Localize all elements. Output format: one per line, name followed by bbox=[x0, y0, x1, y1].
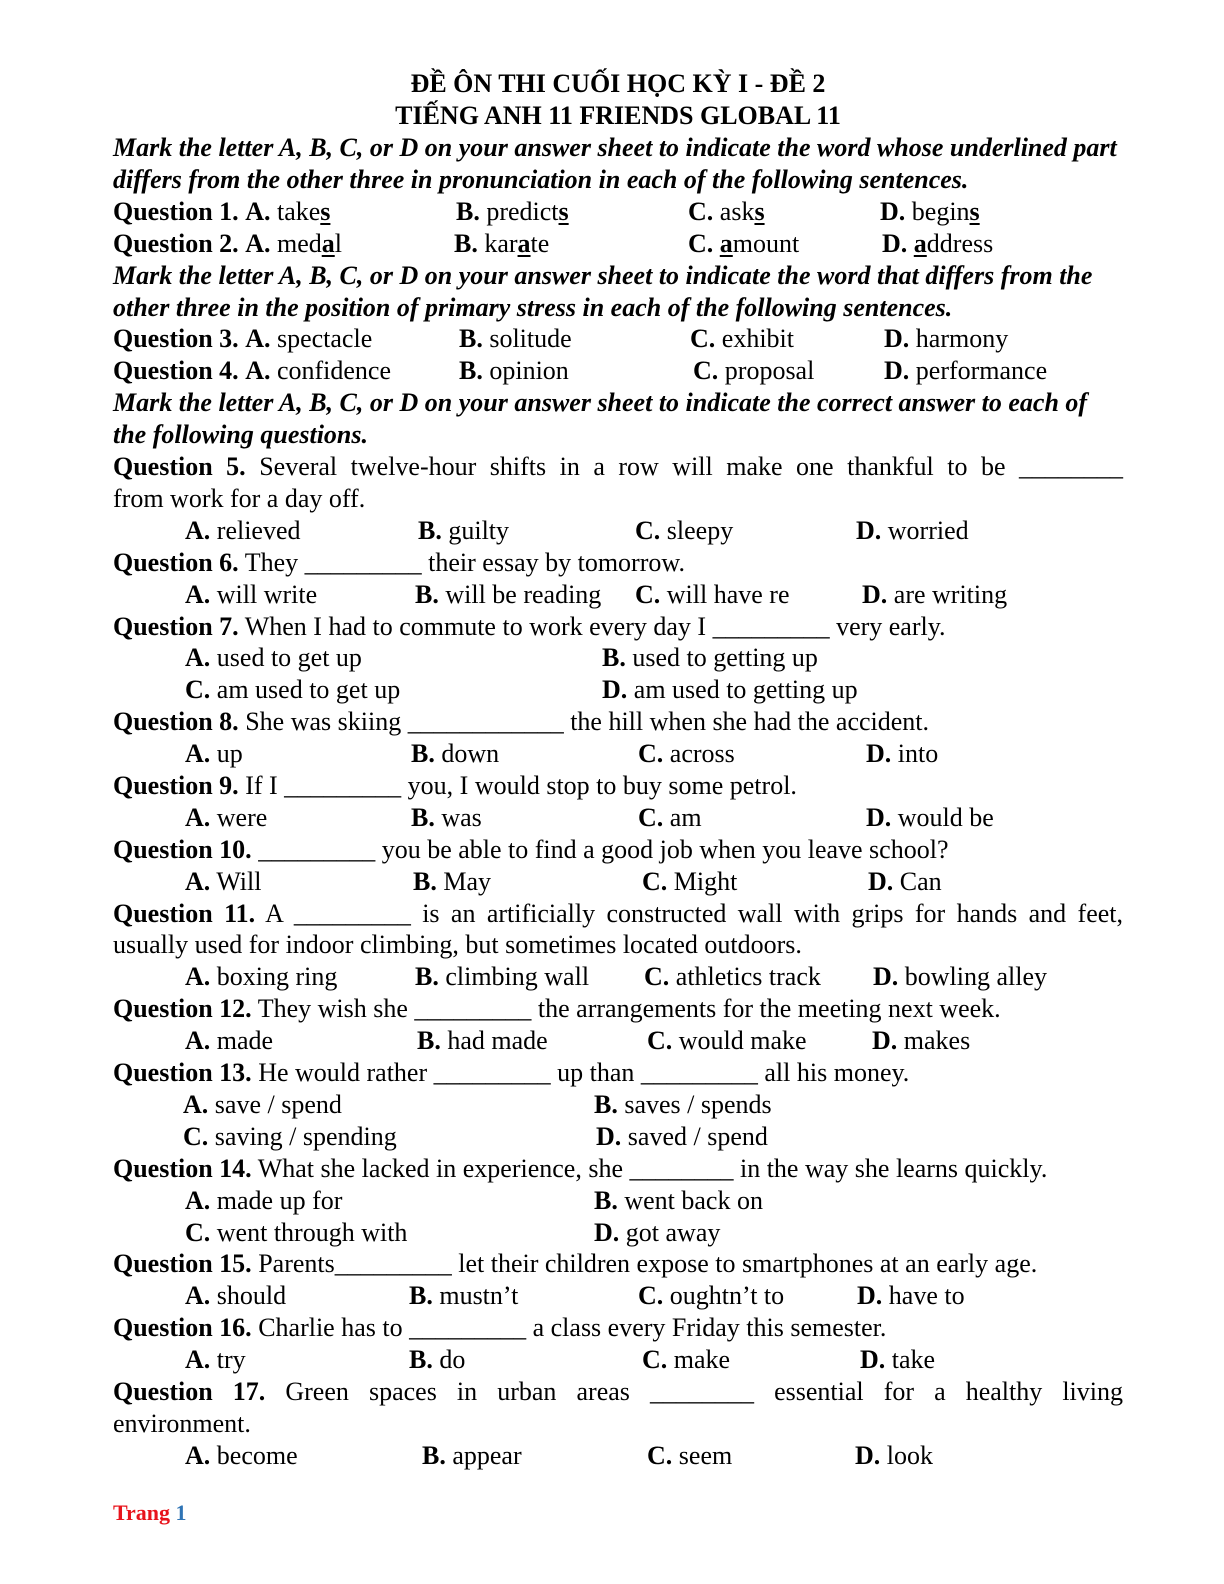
option-a: made up for bbox=[216, 1185, 343, 1215]
option-a: Will bbox=[216, 866, 262, 896]
question-label: Question 2. bbox=[113, 228, 239, 258]
option-b: was bbox=[441, 802, 482, 832]
option-c: am bbox=[669, 802, 702, 832]
page-word: Trang bbox=[113, 1500, 171, 1525]
option-b: predicts bbox=[486, 196, 569, 226]
option-c: athletics track bbox=[675, 962, 821, 992]
option-a: boxing ring bbox=[216, 962, 338, 992]
option-d: would be bbox=[897, 802, 994, 832]
question-label: Question 9. bbox=[113, 770, 239, 800]
option-c: saving / spending bbox=[214, 1121, 397, 1151]
option-d: harmony bbox=[915, 324, 1009, 354]
option-c: Might bbox=[673, 866, 738, 896]
option-c: across bbox=[669, 739, 735, 769]
question-2: Question 2. A. medal B. karate C. amount D. address bbox=[113, 228, 994, 258]
option-a: made bbox=[216, 1026, 274, 1056]
option-c: went through with bbox=[216, 1217, 408, 1247]
options-q17: A. become B. appear C. seem D. look bbox=[185, 1440, 934, 1470]
question-label: Question 6. bbox=[113, 547, 239, 577]
option-d: address bbox=[913, 228, 994, 258]
options-q11: A. boxing ring B. climbing wall C. athletics track D. bowling alley bbox=[185, 962, 1048, 992]
option-d: performance bbox=[915, 356, 1048, 386]
question-10: Question 10. _________ you be able to find a good job when you leave school? bbox=[113, 834, 949, 864]
question-16: Question 16. Charlie has to _________ a class every Friday this semester. bbox=[113, 1313, 887, 1343]
option-b: climbing wall bbox=[445, 962, 590, 992]
question-label: Question 13. bbox=[113, 1058, 252, 1088]
question-4: Question 4. A. confidence B. opinion C. proposal D. performance bbox=[113, 356, 1048, 386]
options-q7-ab: A. used to get up B. used to getting up bbox=[185, 643, 818, 673]
option-b: do bbox=[439, 1345, 466, 1375]
options-q7-cd: C. am used to get up D. am used to getting up bbox=[185, 675, 858, 705]
question-text-cont: environment. bbox=[113, 1408, 251, 1438]
option-b: will be reading bbox=[445, 579, 602, 609]
question-1: Question 1. A. takes B. predicts C. asks D. begins bbox=[113, 196, 980, 226]
question-label: Question 7. bbox=[113, 611, 239, 641]
option-c: make bbox=[673, 1345, 731, 1375]
option-d: take bbox=[891, 1345, 936, 1375]
question-text: Several twelve-hour shifts in a row will make one thankful to be ________ bbox=[259, 452, 1123, 481]
question-7: Question 7. When I had to commute to work every day I _________ very early. bbox=[113, 611, 946, 641]
question-6: Question 6. They _________ their essay by tomorrow. bbox=[113, 547, 685, 577]
option-d: am used to getting up bbox=[633, 675, 858, 705]
option-a: spectacle bbox=[276, 324, 373, 354]
option-d: have to bbox=[888, 1281, 965, 1311]
option-a: were bbox=[216, 802, 268, 832]
question-label: Question 5. bbox=[113, 452, 246, 481]
section-instruction-pronunciation: Mark the letter A, B, C, or D on your answer sheet to indicate the word whose underlined part differs from the other three in pronunciation in each of the following sentences. bbox=[113, 133, 1117, 194]
option-c: am used to get up bbox=[216, 675, 401, 705]
option-a: medal bbox=[276, 228, 342, 258]
question-3: Question 3. A. spectacle B. solitude C. exhibit D. harmony bbox=[113, 324, 1009, 354]
question-13: Question 13. He would rather _________ up than _________ all his money. bbox=[113, 1058, 910, 1088]
options-q8: A. up B. down C. across D. into bbox=[185, 739, 939, 769]
option-d: worried bbox=[887, 515, 969, 545]
option-a: relieved bbox=[216, 515, 301, 545]
option-d: look bbox=[886, 1440, 934, 1470]
option-b: solitude bbox=[489, 324, 572, 354]
question-text-cont: from work for a day off. bbox=[113, 483, 366, 513]
option-c: amount bbox=[719, 228, 800, 258]
option-b: used to getting up bbox=[632, 643, 818, 673]
options-q14-cd: C. went through with D. got away bbox=[185, 1217, 721, 1247]
option-c: proposal bbox=[724, 356, 815, 386]
options-q14-ab: A. made up for B. went back on bbox=[185, 1185, 763, 1215]
option-b: guilty bbox=[448, 515, 510, 545]
section-instruction-stress: Mark the letter A, B, C, or D on your answer sheet to indicate the word that differs from the other three in the position of primary stress in each of the following sentences. bbox=[113, 260, 1093, 322]
page-number: 1 bbox=[175, 1500, 187, 1525]
exam-title: ĐỀ ÔN THI CUỐI HỌC KỲ I - ĐỀ 2 bbox=[410, 69, 826, 98]
option-d: got away bbox=[625, 1217, 721, 1247]
option-a: try bbox=[216, 1345, 246, 1375]
options-q9: A. were B. was C. am D. would be bbox=[185, 802, 994, 832]
option-b: mustn’t bbox=[439, 1281, 519, 1311]
option-b: saves / spends bbox=[624, 1089, 772, 1119]
option-c: will have re bbox=[666, 579, 790, 609]
option-d: begins bbox=[911, 196, 980, 226]
question-8: Question 8. She was skiing ____________ the hill when she had the accident. bbox=[113, 707, 930, 737]
option-d: into bbox=[897, 739, 939, 769]
option-b: down bbox=[441, 739, 500, 769]
question-label: Question 10. bbox=[113, 834, 252, 864]
question-label: Question 4. bbox=[113, 356, 239, 386]
option-a: up bbox=[216, 739, 243, 769]
option-b: had made bbox=[447, 1026, 548, 1056]
option-d: makes bbox=[903, 1026, 971, 1056]
question-12: Question 12. They wish she _________ the arrangements for the meeting next week. bbox=[113, 994, 1001, 1024]
options-q12: A. made B. had made C. would make D. makes bbox=[185, 1026, 971, 1056]
exam-subtitle: TIẾNG ANH 11 FRIENDS GLOBAL 11 bbox=[395, 101, 841, 130]
question-14: Question 14. What she lacked in experience, she ________ in the way she learns quickly. bbox=[113, 1153, 1048, 1183]
question-label: Question 16. bbox=[113, 1313, 252, 1343]
question-text-cont: usually used for indoor climbing, but sometimes located outdoors. bbox=[113, 930, 802, 960]
question-label: Question 8. bbox=[113, 707, 239, 737]
option-c: exhibit bbox=[721, 324, 794, 354]
option-a: will write bbox=[216, 579, 318, 609]
options-q5: A. relieved B. guilty C. sleepy D. worried bbox=[185, 515, 969, 545]
option-a: save / spend bbox=[214, 1089, 342, 1119]
question-label: Question 11. bbox=[113, 898, 256, 928]
option-c: would make bbox=[678, 1026, 807, 1056]
question-label: Question 12. bbox=[113, 994, 252, 1024]
question-label: Question 15. bbox=[113, 1249, 252, 1279]
option-a: should bbox=[216, 1281, 287, 1311]
page-footer bbox=[113, 1500, 187, 1526]
option-b: opinion bbox=[489, 356, 569, 386]
question-label: Question 17. bbox=[113, 1377, 266, 1407]
option-b: May bbox=[443, 866, 492, 896]
question-5 bbox=[113, 451, 1123, 483]
options-q13-ab: A. save / spend B. saves / spends bbox=[183, 1089, 772, 1119]
options-q15: A. should B. mustn’t C. oughtn’t to D. have to bbox=[185, 1281, 965, 1311]
option-d: bowling alley bbox=[904, 962, 1048, 992]
options-q13-cd: C. saving / spending D. saved / spend bbox=[183, 1121, 768, 1151]
option-c: oughtn’t to bbox=[669, 1281, 785, 1311]
option-a: confidence bbox=[276, 356, 392, 386]
question-11: Question 11. A _________ is an artificially constructed wall with grips for hands and feet, bbox=[113, 898, 1123, 928]
option-a: become bbox=[216, 1440, 298, 1470]
option-b: karate bbox=[484, 228, 550, 258]
options-q10: A. Will B. May C. Might D. Can bbox=[185, 866, 942, 896]
options-q16: A. try B. do C. make D. take bbox=[185, 1345, 936, 1375]
option-c: sleepy bbox=[666, 515, 734, 545]
question-label: Question 3. bbox=[113, 324, 239, 354]
option-d: are writing bbox=[893, 579, 1008, 609]
option-b: went back on bbox=[624, 1185, 763, 1215]
question-9: Question 9. If I _________ you, I would stop to buy some petrol. bbox=[113, 770, 797, 800]
option-c: seem bbox=[678, 1440, 733, 1470]
section-instruction-choice: Mark the letter A, B, C, or D on your answer sheet to indicate the correct answer to each of the following questions. bbox=[113, 388, 1088, 450]
question-label: Question 14. bbox=[113, 1153, 252, 1183]
exam-page bbox=[113, 68, 1123, 1472]
question-17: Question 17. Green spaces in urban areas ________ essential for a healthy living bbox=[113, 1377, 1124, 1407]
option-a: takes bbox=[276, 196, 331, 226]
options-q6: A. will write B. will be reading C. will have re D. are writing bbox=[185, 579, 1008, 609]
option-d: Can bbox=[899, 866, 942, 896]
option-c: asks bbox=[719, 196, 765, 226]
option-b: appear bbox=[452, 1440, 522, 1470]
question-15: Question 15. Parents_________ let their children expose to smartphones at an early age. bbox=[113, 1249, 1038, 1279]
option-d: saved / spend bbox=[627, 1121, 768, 1151]
option-a: used to get up bbox=[216, 643, 362, 673]
question-label: Question 1. bbox=[113, 196, 239, 226]
